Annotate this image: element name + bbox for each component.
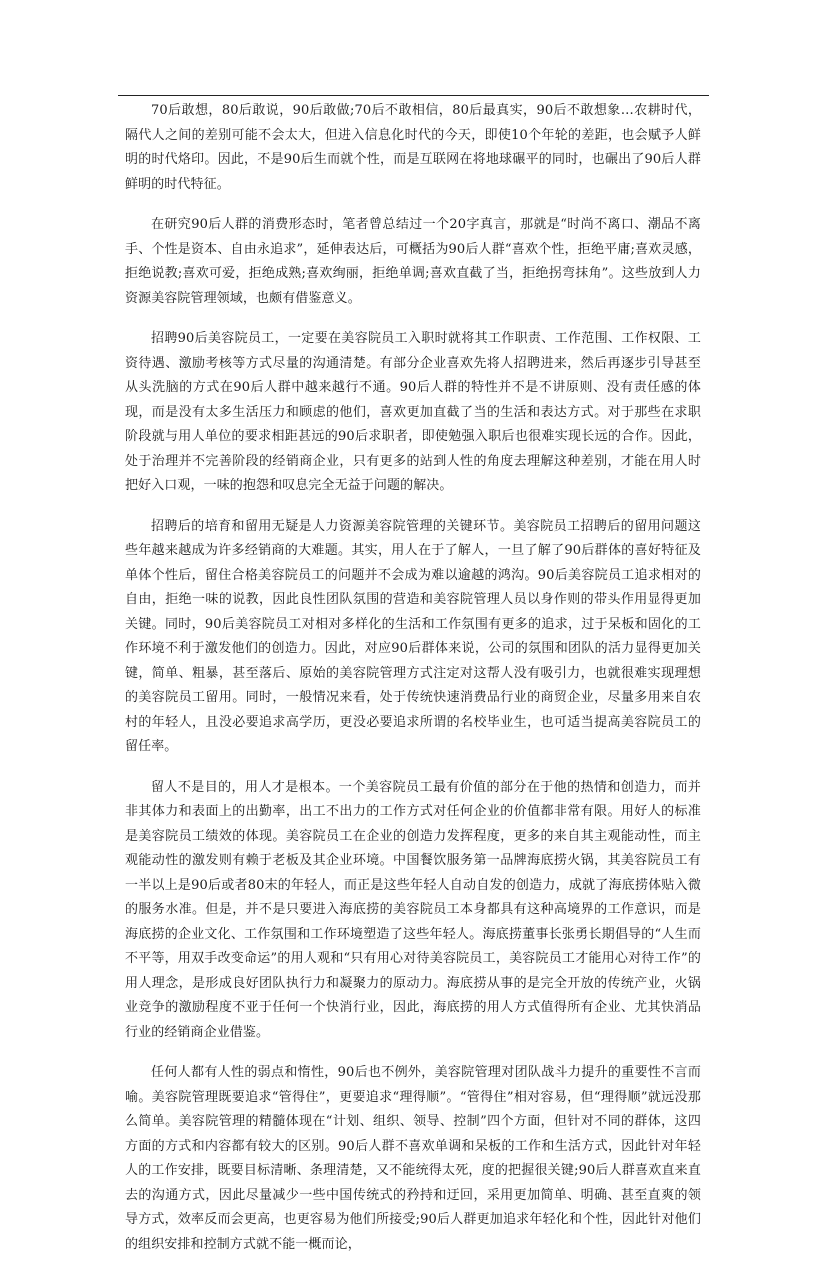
paragraph-1: 70后敢想，80后敢说，90后敢做;70后不敢相信，80后最真实，90后不敢想象…农耕时代，隔代人之间的差别可能不会太大，但进入信息化时代的今天，即使10个年轮的差距，也会赋予人鲜明的时代烙印。因此，不是90后生而就个性，而是互联网在将地球碾平的同时，也碾出了90后人群鲜明的时代特征。: [125, 103, 701, 192]
header-rule: [118, 95, 709, 96]
paragraph-2: 在研究90后人群的消费形态时，笔者曾总结过一个20字真言，那就是“时尚不离口、潮品不离手、个性是资本、自由永追求”，延伸表达后，可概括为90后人群“喜欢个性，拒绝平庸;喜欢灵感，拒绝说教;喜欢可爱，拒绝成熟;喜欢绚丽，拒绝单调;喜欢直截了当，拒绝拐弯抹角”。这些放到人力资源美容院管理领域，也颇有借鉴意义。: [125, 217, 701, 306]
paragraph-5: 留人不是目的，用人才是根本。一个美容院员工最有价值的部分在于他的热情和创造力，而并非其体力和表面上的出勤率，出工不出力的工作方式对任何企业的价值都非常有限。用好人的标准是美容院员工绩效的体现。美容院员工在企业的创造力发挥程度，更多的来自其主观能动性，而主观能动性的激发则有赖于老板及其企业环境。中国餐饮服务第一品牌海底捞火锅，其美容院员工有一半以上是90后或者80末的年轻人，而正是这些年轻人自动自发的创造力，成就了海底捞体贴入微的服务水准。但是，并不是只要进入海底捞的美容院员工本身都具有这种高境界的工作意识，而是海底捞的企业文化、工作氛围和工作环境塑造了这些年轻人。海底捞董事长张勇长期倡导的“人生而不平等，用双手改变命运”的用人观和“只有用心对待美容院员工，美容院员工才能用心对待工作”的用人理念，是形成良好团队执行力和凝聚力的原动力。海底捞从事的是完全开放的传统产业，火锅业竞争的激励程度不亚于任何一个快消行业，因此，海底捞的用人方式值得所有企业、尤其快消品行业的经销商企业借鉴。: [125, 779, 701, 1040]
paragraph-4: 招聘后的培育和留用无疑是人力资源美容院管理的关键环节。美容院员工招聘后的留用问题这些年越来越成为许多经销商的大难题。其实，用人在于了解人，一旦了解了90后群体的喜好特征及单体个性后，留住合格美容院员工的问题并不会成为难以逾越的鸿沟。90后美容院员工追求相对的自由，拒绝一味的说教，因此良性团队氛围的营造和美容院管理人员以身作则的带头作用显得更加关键。同时，90后美容院员工对相对多样化的生活和工作氛围有更多的追求，过于呆板和固化的工作环境不利于激发他们的创造力。因此，对应90后群体来说，公司的氛围和团队的活力显得更加关键，简单、粗暴，甚至落后、原始的美容院管理方式注定对这帮人没有吸引力，也就很难实现理想的美容院员工留用。同时，一般情况来看，处于传统快速消费品行业的商贸企业，尽量多用来自农村的年轻人，且没必要追求高学历，更没必要追求所谓的名校毕业生，也可适当提高美容院员工的留任率。: [125, 518, 701, 754]
paragraph-3: 招聘90后美容院员工，一定要在美容院员工入职时就将其工作职责、工作范围、工作权限、工资待遇、激励考核等方式尽量的沟通清楚。有部分企业喜欢先将人招聘进来，然后再逐步引导甚至从头洗脑的方式在90后人群中越来越行不通。90后人群的特性并不是不讲原则、没有责任感的体现，而是没有太多生活压力和顾虑的他们，喜欢更加直截了当的生活和表达方式。对于那些在求职阶段就与用人单位的要求相距甚远的90后求职者，即使勉强入职后也很难实现长远的合作。因此，处于治理并不完善阶段的经销商企业，只有更多的站到人性的角度去理解这种差别，才能在用人时把好入口观，一味的抱怨和叹息完全无益于问题的解决。: [125, 331, 701, 493]
article-body: [125, 99, 701, 1273]
paragraph-6: 任何人都有人性的弱点和惰性，90后也不例外，美容院管理对团队战斗力提升的重要性不言而喻。美容院管理既要追求“管得住”，更要追求“理得顺”。“管得住”相对容易，但“理得顺”就远没那么简单。美容院管理的精髓体现在“计划、组织、领导、控制”四个方面，但针对不同的群体，这四方面的方式和内容都有较大的区别。90后人群不喜欢单调和呆板的工作和生活方式，因此针对年轻人的工作安排，既要目标清晰、条理清楚，又不能统得太死，度的把握很关键;90后人群喜欢直来直去的沟通方式，因此尽量减少一些中国传统式的矜持和迂回，采用更加简单、明确、甚至直爽的领导方式，效率反而会更高，也更容易为他们所接受;90后人群更加追求年轻化和个性，因此针对他们的组织安排和控制方式就不能一概而论，: [125, 1065, 701, 1252]
